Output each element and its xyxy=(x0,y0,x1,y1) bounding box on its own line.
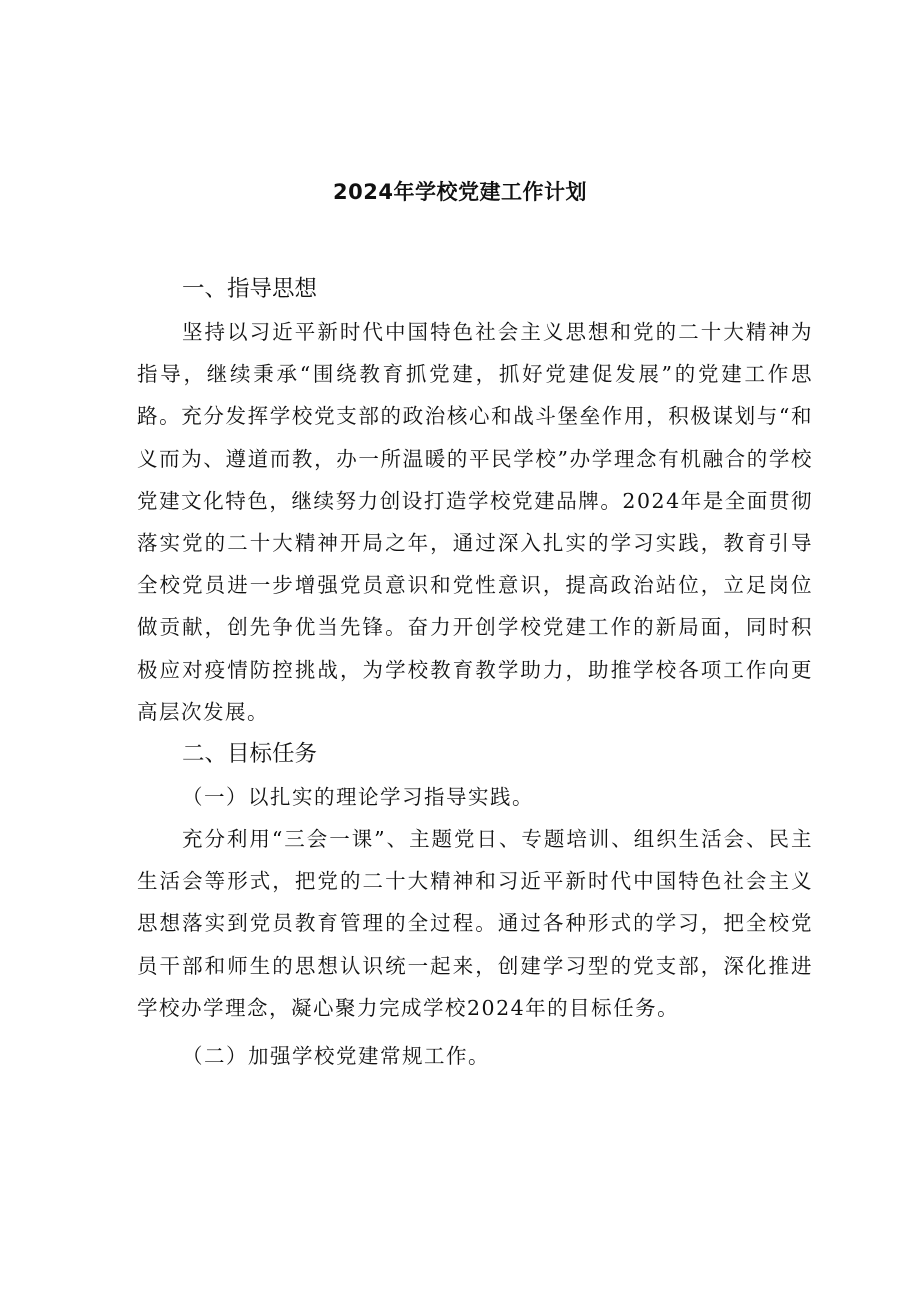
theory-study-paragraph: 充分利用“三会一课”、主题党日、专题培训、组织生活会、民主生活会等形式，把党的二十大精神和习近平新时代中国特色社会主义思想落实到党员教育管理的全过程。通过各种形式的学习，把全校党员干部和师生的思想认识统一起来，创建学习型的党支部，深化推进学校办学理念，凝心聚力完成学校2024年的目标任务。 xyxy=(137,827,813,1020)
document-body xyxy=(137,268,813,1077)
document-title: 2024年学校党建工作计划 xyxy=(333,180,587,204)
section-heading-guiding-ideology: 一、指导思想 xyxy=(182,276,318,302)
section-heading-goals-tasks: 二、目标任务 xyxy=(182,741,318,768)
subheading-party-routine-work: （二）加强学校党建常规工作。 xyxy=(182,1044,490,1069)
subheading-theory-study: （一）以扎实的理论学习指导实践。 xyxy=(182,785,534,810)
guiding-ideology-paragraph: 坚持以习近平新时代中国特色社会主义思想和党的二十大精神为指导，继续秉承“围绕教育抓党建，抓好党建促发展”的党建工作思路。充分发挥学校党支部的政治核心和战斗堡垒作用，积极谋划与“和义而为、遵道而教，办一所温暖的平民学校”办学理念有机融合的学校党建文化特色，继续努力创设打造学校党建品牌。2024年是全面贯彻落实党的二十大精神开局之年，通过深入扎实的学习实践，教育引导全校党员进一步增强党员意识和党性意识，提高政治站位，立足岗位做贡献，创先争优当先锋。奋力开创学校党建工作的新局面，同时积极应对疫情防控挑战，为学校教育教学助力，助推学校各项工作向更高层次发展。 xyxy=(137,320,813,724)
